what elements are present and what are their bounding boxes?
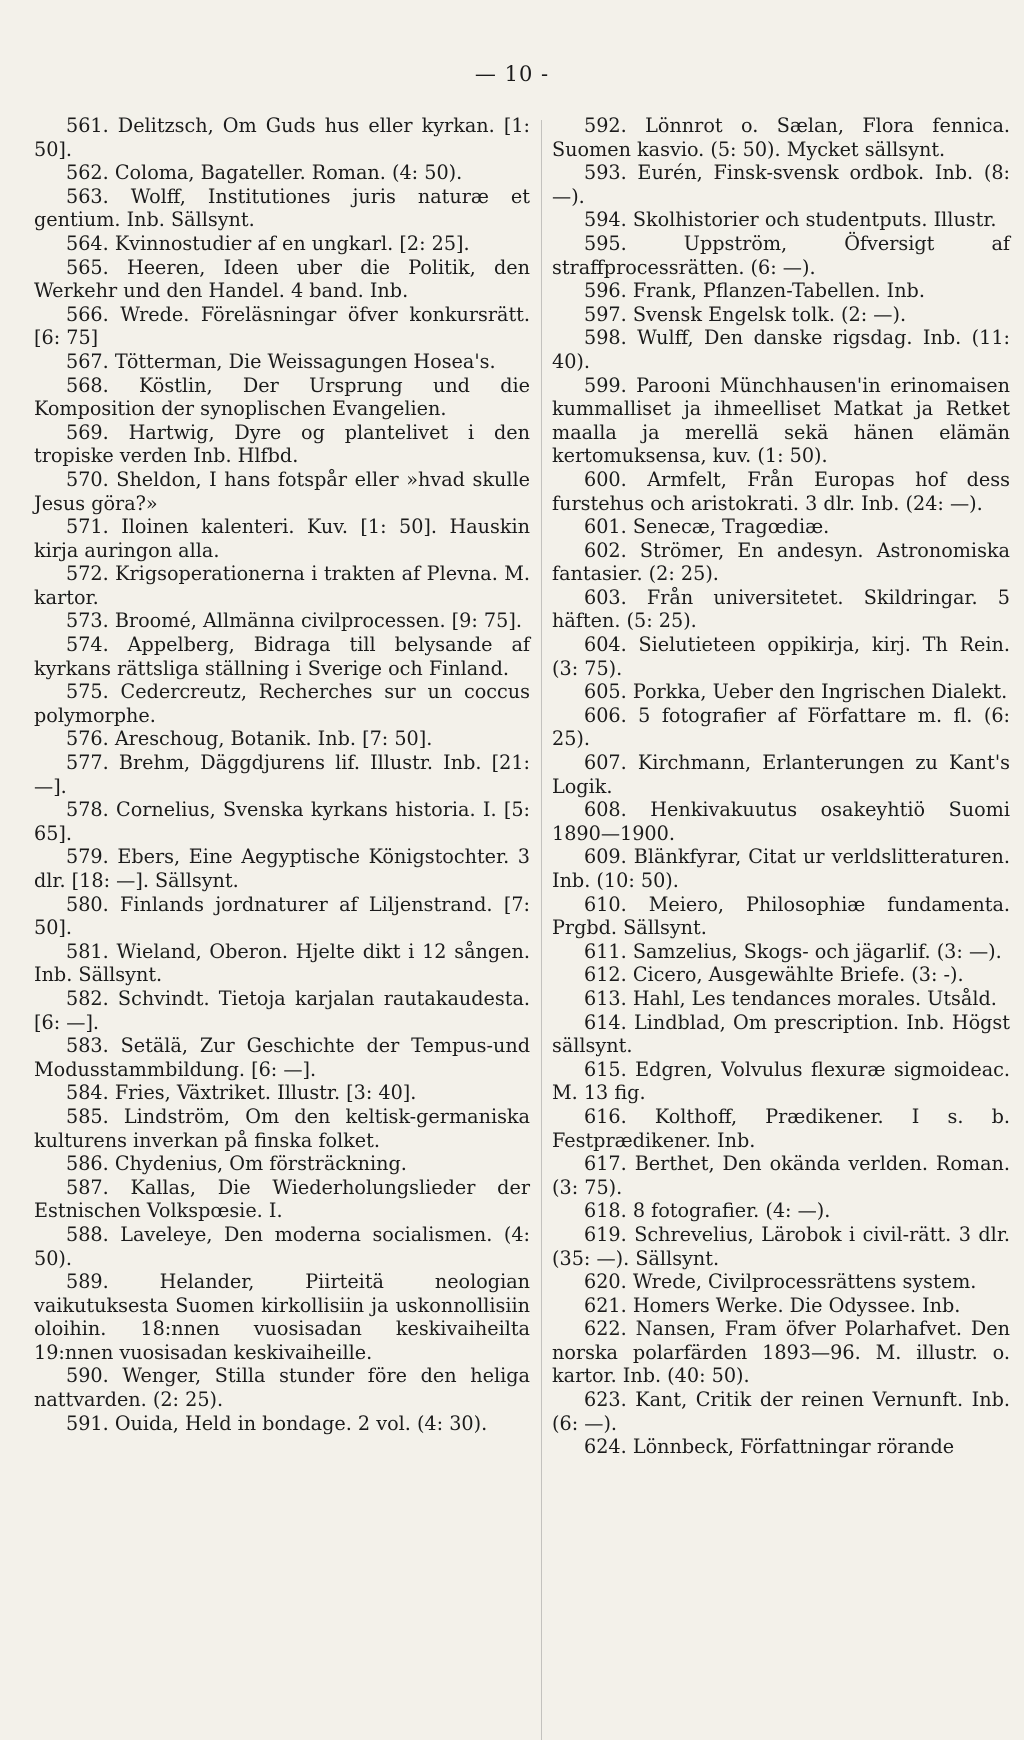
catalog-entry: 583. Setälä, Zur Geschichte der Tempus-und Modusstammbildung. [6: —]. (34, 1034, 530, 1081)
catalog-entry: 602. Strömer, En andesyn. Astronomiska fantasier. (2: 25). (552, 538, 1010, 586)
catalog-entry: 622. Nansen, Fram öfver Polarhafvet. Den norska polarfärden 1893—96. M. illustr. o. kartor. Inb. (40: 50). (552, 1317, 1010, 1388)
catalog-entry: 585. Lindström, Om den keltisk-germaniska kulturens inverkan på finska folket. (34, 1104, 530, 1152)
column-divider (541, 120, 542, 1740)
catalog-entry: 603. Från universitetet. Skildringar. 5 häften. (5: 25). (552, 585, 1010, 633)
catalog-entry: 611. Samzelius, Skogs- och jägarlif. (3: —). (584, 939, 1002, 963)
catalog-entry: 567. Tötterman, Die Weissagungen Hosea's. (66, 349, 496, 373)
catalog-entry: 566. Wrede. Föreläsningar öfver konkursrätt. [6: 75] (34, 302, 530, 350)
catalog-entry: 562. Coloma, Bagateller. Roman. (4: 50). (66, 161, 463, 185)
catalog-entry: 581. Wieland, Oberon. Hjelte dikt i 12 sången. Inb. Sällsynt. (34, 939, 530, 987)
catalog-entry: 606. 5 fotografier af Författare m. fl. (6: 25). (552, 703, 1010, 751)
catalog-entry: 608. Henkivakuutus osakeyhtiö Suomi 1890—1900. (552, 798, 1010, 845)
catalog-entry: 593. Eurén, Finsk-svensk ordbok. Inb. (8: —). (552, 161, 1010, 208)
catalog-entry: 569. Hartwig, Dyre og plantelivet i den tropiske verden Inb. Hlfbd. (34, 420, 530, 468)
catalog-entry: 596. Frank, Pflanzen-Tabellen. Inb. (584, 279, 925, 303)
catalog-entry: 563. Wolff, Institutiones juris naturæ et gentium. Inb. Sällsynt. (34, 184, 530, 232)
right-column (552, 114, 1010, 1459)
catalog-entry: 565. Heeren, Ideen uber die Politik, den Werkehr und den Handel. 4 band. Inb. (34, 255, 530, 303)
catalog-entry: 576. Areschoug, Botanik. Inb. [7: 50]. (66, 727, 433, 751)
left-column (34, 114, 530, 1435)
catalog-entry: 572. Krigsoperationerna i trakten af Plevna. M. kartor. (34, 562, 530, 609)
catalog-entry: 584. Fries, Växtriket. Illustr. [3: 40]. (66, 1081, 417, 1105)
catalog-entry: 614. Lindblad, Om prescription. Inb. Högst sällsynt. (552, 1010, 1010, 1058)
catalog-entry: 571. Iloinen kalenteri. Kuv. [1: 50]. Hauskin kirja auringon alla. (34, 515, 530, 562)
catalog-entry: 580. Finlands jordnaturer af Liljenstrand. [7: 50]. (34, 892, 530, 940)
catalog-entry: 587. Kallas, Die Wiederholungslieder der Estnischen Volkspœsie. I. (34, 1175, 530, 1223)
catalog-entry: 577. Brehm, Däggdjurens lif. Illustr. Inb. [21: —]. (34, 751, 530, 798)
catalog-entry: 589. Helander, Piirteitä neologian vaikutuksesta Suomen kirkollisiin ja uskonnollisiin oloihin. 18:nnen vuosisadan keskivaiheilta 19:nnen vuosisadan keskivaiheille. (34, 1270, 530, 1364)
catalog-entry: 597. Svensk Engelsk tolk. (2: —). (584, 302, 907, 326)
catalog-entry: 620. Wrede, Civilprocessrättens system. (584, 1270, 977, 1294)
catalog-entry: 592. Lönnrot o. Sælan, Flora fennica. Suomen kasvio. (5: 50). Mycket sällsynt. (552, 114, 1010, 161)
catalog-entry: 579. Ebers, Eine Aegyptische Königstochter. 3 dlr. [18: —]. Sällsynt. (34, 845, 530, 892)
catalog-entry: 619. Schrevelius, Lärobok i civil-rätt. 3 dlr. (35: —). Sällsynt. (552, 1222, 1010, 1270)
catalog-entry: 610. Meiero, Philosophiæ fundamenta. Prgbd. Sällsynt. (552, 892, 1010, 940)
catalog-entry: 615. Edgren, Volvulus flexuræ sigmoideac. M. 13 fig. (552, 1057, 1010, 1105)
catalog-entry: 594. Skolhistorier och studentputs. Illustr. (584, 208, 997, 232)
catalog-entry: 570. Sheldon, I hans fotspår eller »hvad skulle Jesus göra?» (34, 467, 530, 515)
catalog-entry: 588. Laveleye, Den moderna socialismen. (4: 50). (34, 1222, 530, 1270)
catalog-entry: 590. Wenger, Stilla stunder före den heliga nattvarden. (2: 25). (34, 1364, 530, 1412)
catalog-entry: 568. Köstlin, Der Ursprung und die Komposition der synoplischen Evangelien. (34, 373, 530, 421)
catalog-entry: 605. Porkka, Ueber den Ingrischen Dialekt. (584, 680, 1008, 704)
catalog-entry: 612. Cicero, Ausgewählte Briefe. (3: -). (584, 963, 964, 987)
catalog-entry: 609. Blänkfyrar, Citat ur verldslitteraturen. Inb. (10: 50). (552, 845, 1010, 892)
catalog-entry: 573. Broomé, Allmänna civilprocessen. [9: 75]. (66, 609, 522, 633)
catalog-entry: 607. Kirchmann, Erlanterungen zu Kant's Logik. (552, 751, 1010, 798)
catalog-entry: 598. Wulff, Den danske rigsdag. Inb. (11: 40). (552, 326, 1010, 373)
catalog-entry: 595. Uppström, Öfversigt af straffprocessrätten. (6: —). (552, 231, 1010, 279)
page-number: — 10 - (474, 62, 550, 86)
catalog-entry: 617. Berthet, Den okända verlden. Roman. (3: 75). (552, 1152, 1010, 1199)
catalog-entry: 621. Homers Werke. Die Odyssee. Inb. (584, 1293, 961, 1317)
catalog-entry: 591. Ouida, Held in bondage. 2 vol. (4: 30). (66, 1411, 488, 1435)
catalog-entry: 561. Delitzsch, Om Guds hus eller kyrkan. [1: 50]. (34, 114, 530, 161)
catalog-entry: 578. Cornelius, Svenska kyrkans historia. I. [5: 65]. (34, 798, 530, 845)
catalog-entry: 618. 8 fotografier. (4: —). (584, 1199, 831, 1223)
catalog-entry: 624. Lönnbeck, Författningar rörande (584, 1435, 955, 1459)
catalog-entry: 575. Cedercreutz, Recherches sur un coccus polymorphe. (34, 680, 530, 727)
catalog-entry: 564. Kvinnostudier af en ungkarl. [2: 25]. (66, 231, 470, 255)
catalog-entry: 582. Schvindt. Tietoja karjalan rautakaudesta. [6: —]. (34, 986, 530, 1034)
catalog-entry: 613. Hahl, Les tendances morales. Utsåld. (584, 986, 997, 1010)
catalog-entry: 600. Armfelt, Från Europas hof dess furstehus och aristokrati. 3 dlr. Inb. (24: —). (552, 467, 1010, 515)
catalog-entry: 623. Kant, Critik der reinen Vernunft. Inb. (6: —). (552, 1388, 1010, 1435)
catalog-entry: 604. Sielutieteen oppikirja, kirj. Th Rein. (3: 75). (552, 633, 1010, 680)
catalog-entry: 586. Chydenius, Om försträckning. (66, 1152, 407, 1176)
catalog-entry: 601. Senecæ, Tragœdiæ. (584, 515, 830, 539)
catalog-entry: 574. Appelberg, Bidraga till belysande af kyrkans rättsliga ställning i Sverige och Finland. (34, 633, 530, 680)
catalog-entry: 599. Parooni Münchhausen'in erinomaisen kummalliset ja ihmeelliset Matkat ja Retket maalla ja merellä sekä hänen elämän kertomuksensa, kuv. (1: 50). (552, 373, 1010, 468)
catalog-entry: 616. Kolthoff, Prædikener. I s. b. Festprædikener. Inb. (552, 1104, 1010, 1152)
